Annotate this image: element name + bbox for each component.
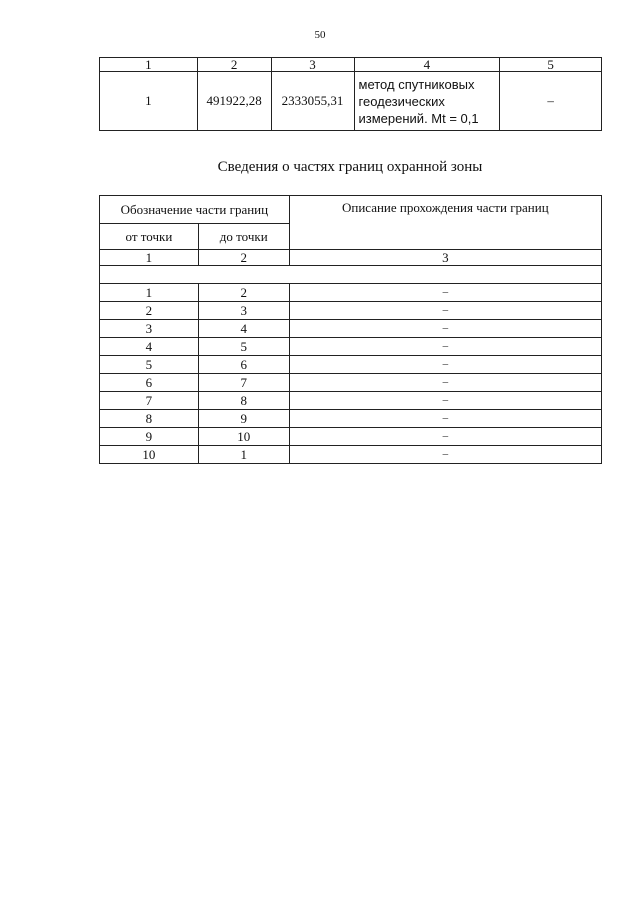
method-line: геодезических	[358, 93, 445, 109]
to-point: 7	[198, 374, 289, 392]
part-description: –	[289, 284, 601, 302]
empty-cell	[100, 266, 602, 284]
method-cell	[354, 72, 500, 131]
part-description: –	[289, 428, 601, 446]
parts-header-row	[100, 196, 602, 224]
to-point: 1	[198, 446, 289, 464]
note-cell: –	[500, 72, 602, 131]
from-point: 9	[100, 428, 199, 446]
from-point: 3	[100, 320, 199, 338]
table-row	[100, 410, 602, 428]
coordinate-y: 2333055,31	[271, 72, 354, 131]
to-point: 9	[198, 410, 289, 428]
table-row	[100, 320, 602, 338]
from-point: 10	[100, 446, 199, 464]
to-point: 3	[198, 302, 289, 320]
boundary-parts-table	[99, 195, 602, 464]
table-row	[100, 374, 602, 392]
table-row	[100, 302, 602, 320]
to-point: 8	[198, 392, 289, 410]
table-row	[100, 392, 602, 410]
part-description: –	[289, 302, 601, 320]
part-description: –	[289, 392, 601, 410]
page-number: 50	[314, 29, 326, 41]
coordinates-header-row	[100, 58, 602, 72]
column-number: 1	[100, 250, 199, 266]
point-number: 1	[100, 72, 198, 131]
table-row	[100, 446, 602, 464]
to-point: 4	[198, 320, 289, 338]
section-title: Сведения о частях границ охранной зоны	[217, 159, 483, 175]
table-row	[100, 428, 602, 446]
part-description: –	[289, 338, 601, 356]
to-point-header: до точки	[198, 224, 289, 250]
from-point: 6	[100, 374, 199, 392]
from-point: 5	[100, 356, 199, 374]
from-point: 7	[100, 392, 199, 410]
from-point-header: от точки	[100, 224, 199, 250]
to-point: 10	[198, 428, 289, 446]
to-point: 2	[198, 284, 289, 302]
from-point: 1	[100, 284, 199, 302]
col-header-3: 3	[271, 58, 354, 72]
table-row	[100, 338, 602, 356]
description-header: Описание прохождения части границ	[289, 196, 601, 250]
table-row	[100, 72, 602, 131]
group-header: Обозначение части границ	[100, 196, 290, 224]
method-line: метод спутниковых	[358, 76, 475, 92]
to-point: 5	[198, 338, 289, 356]
part-description: –	[289, 356, 601, 374]
part-description: –	[289, 410, 601, 428]
coordinate-x: 491922,28	[197, 72, 271, 131]
method-line: измерений. Mt = 0,1	[358, 110, 479, 126]
column-number: 2	[198, 250, 289, 266]
col-header-2: 2	[197, 58, 271, 72]
part-description: –	[289, 374, 601, 392]
col-header-5: 5	[500, 58, 602, 72]
part-description: –	[289, 320, 601, 338]
table-row	[100, 284, 602, 302]
column-number-row	[100, 250, 602, 266]
to-point: 6	[198, 356, 289, 374]
from-point: 2	[100, 302, 199, 320]
column-number: 3	[289, 250, 601, 266]
part-description: –	[289, 446, 601, 464]
empty-row	[100, 266, 602, 284]
col-header-4: 4	[354, 58, 500, 72]
from-point: 4	[100, 338, 199, 356]
col-header-1: 1	[100, 58, 198, 72]
table-row	[100, 356, 602, 374]
coordinates-table	[99, 57, 602, 131]
from-point: 8	[100, 410, 199, 428]
